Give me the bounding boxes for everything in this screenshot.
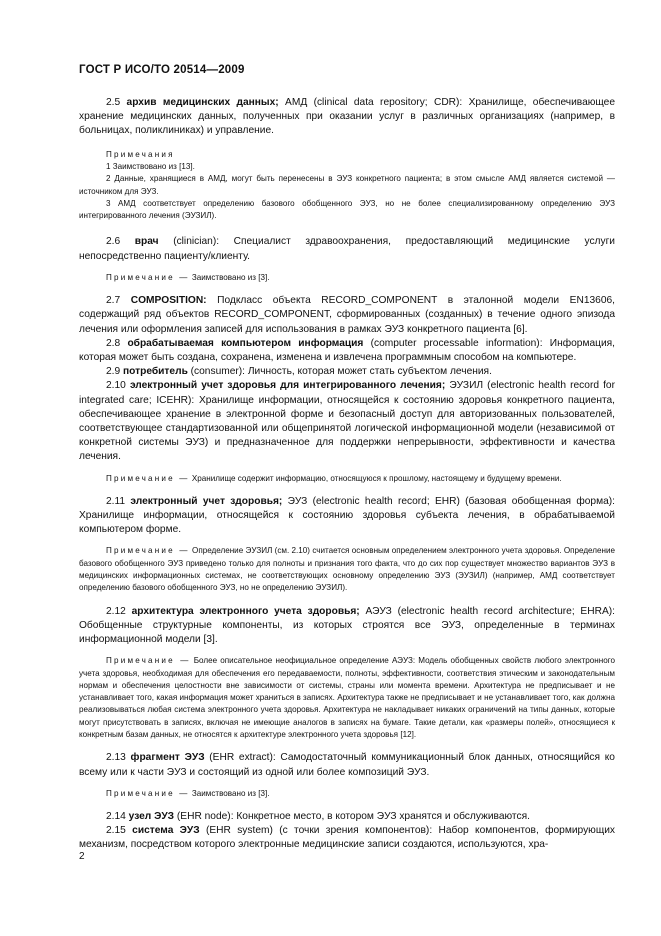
entry-2-7: 2.7 COMPOSITION: Подкласс объекта RECORD_COMPONENT в эталонной модели EN13606, содержащий ряд объектов RECORD_COMPONENT, сформированных (созданных) в течение одного эпизода лечения или оформления записей для использования в рамках ЭУЗ конкретного пациента [6]. (79, 295, 615, 335)
note-item: 3 АМД соответствует определению базового обобщенного ЭУЗ, но не более специализированному определению ЭУЗ интегрированного лечения (ЭУЗИЛ). (79, 198, 615, 221)
entry-2-13: 2.13 фрагмент ЭУЗ (EHR extract): Самодостаточный коммуникационный блок данных, относящийся ко всему или к части ЭУЗ и состоящий из одной или более композиций ЭУЗ. (79, 752, 615, 778)
entry-2-8: 2.8 обрабатываемая компьютером информация (computer processable information): Информация, которая может быть создана, сохранена, изменена и извлечена программным способом на компьютере. (79, 337, 615, 363)
entry-2-6: 2.6 врач (clinician): Специалист здравоохранения, предоставляющий медицинские услуги непосредственно пациенту/клиенту. (79, 236, 615, 262)
term: COMPOSITION: (130, 295, 207, 307)
document-header: ГОСТ Р ИСО/ТО 20514—2009 (79, 64, 245, 76)
note: Примечание — Заимствовано из [3]. (106, 272, 270, 282)
note: Примечание — Хранилище содержит информацию, относящуюся к прошлому, настоящему и будущему времени. (106, 473, 562, 483)
notes-title: Примечания (106, 149, 175, 159)
term: система ЭУЗ (132, 825, 200, 837)
term: электронный учет здоровья; (130, 495, 283, 507)
term: электронный учет здоровья для интегрированного лечения; (129, 380, 446, 392)
entry-2-15: 2.15 система ЭУЗ (EHR system) (с точки зрения компонентов): Набор компонентов, формирующих механизм, посредством которого электронные медицинские записи создаются, используются, хра- (79, 825, 615, 851)
term: врач (134, 236, 159, 248)
page-body (79, 96, 615, 853)
term: архив медицинских данных; (126, 97, 279, 108)
entry-2-11: 2.11 электронный учет здоровья; ЭУЗ (electronic health record; EHR) (базовая обобщенная форма): Хранилище информации, относящейся к состоянию здоровья субъекта лечения, в обрабатываемой компьютером форме. (79, 495, 615, 536)
entry-2-14: 2.14 узел ЭУЗ (EHR node): Конкретное место, в котором ЭУЗ хранятся и обслуживаются. (106, 811, 530, 823)
term: узел ЭУЗ (128, 811, 175, 823)
entry-2-9: 2.9 потребитель (consumer): Личность, которая может стать субъектом лечения. (106, 366, 492, 378)
entry-2-5: 2.5 архив медицинских данных; АМД (clinical data repository; CDR): Хранилище, обеспечивающее хранение медицинских данных, полученных при оказании услуг в различных организациях (например, в больницах, поликлиниках) и управление. (79, 97, 615, 137)
note-item: 1 Заимствовано из [13]. (106, 161, 195, 171)
page-number: 2 (79, 851, 85, 862)
term: архитектура электронного учета здоровья; (131, 605, 360, 617)
term: фрагмент ЭУЗ (130, 752, 205, 764)
note: Примечание — Определение ЭУЗИЛ (см. 2.10) считается основным определением электронного учета здоровья. Определение базового обобщенного ЭУЗ приведено только для полноты и признания того факта, что до сих пор существует множество вариантов ЭУЗ в медицинских информационных системах, не соответствующих основному определению ЭУЗ (ЭУЗИЛ) (например, АМД соответствует определению базового обобщенного ЭУЗ, но не определению ЭУЗИЛ). (79, 546, 615, 593)
note: Примечание — Заимствовано из [3]. (106, 788, 270, 798)
term: потребитель (123, 366, 188, 378)
note-item: 2 Данные, хранящиеся в АМД, могут быть перенесены в ЭУЗ конкретного пациента; в этом смысле АМД является системой — источником для ЭУЗ. (79, 174, 615, 196)
entry-2-10: 2.10 электронный учет здоровья для интегрированного лечения; ЭУЗИЛ (electronic health record for integrated care; ICEHR): Хранилище информации, относящейся к состоянию здоровья конкретного пациента, обеспечивающее хранение в электронной форме и безопасный доступ для авторизованных пользователей, соответствующее стандартизованной или общепринятой логической информационной модели (независимой от конкретной системы ЭУЗ) и предназначенное для поддержки непрерывности, эффективности и качества лечения. (79, 380, 615, 463)
entry-2-12: 2.12 архитектура электронного учета здоровья; АЭУЗ (electronic health record architecture; EHRA): Обобщенные структурные компоненты, из которых строятся все ЭУЗ, определенные в терминах информационной модели [3]. (79, 605, 615, 646)
note: Примечание — Более описательное неофициальное определение АЭУЗ: Модель обобщенных свойств любого электронного учета здоровья, необходимая для обеспечения его передаваемости, полноты, эффективности, соответствия этическим и законодательным нормам и обеспечения целостности вне зависимости от системы, страны или момента времени. Архитектура не предписывает и не устанавливает того, какая информация может храниться в записях. Архитектура также не предписывает и не устанавливает того, как должна реализовываться любая система электронного учета здоровья. Архитектура не накладывает никаких ограничений на типы данных, которые могут присутствовать в записях, включая не имеющие аналогов в записях на бумаге. Такие детали, как «размеры полей», относящиеся к конкретным базам данных, не относятся к архитектуре электронного учета здоровья [12]. (79, 656, 615, 740)
term: обрабатываемая компьютером информация (127, 337, 364, 349)
